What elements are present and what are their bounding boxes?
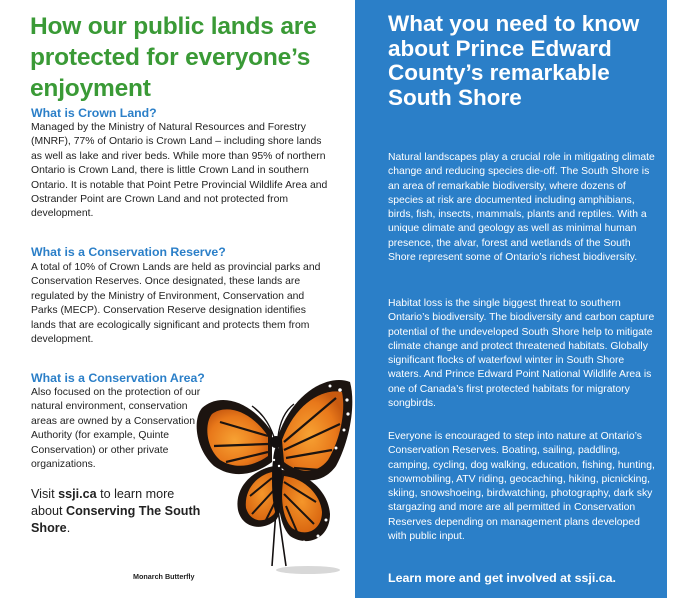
conservation-area-body: Also focused on the protection of our natural environment, conservation areas are owned by a Conservation Authority (for example, Quinte Conservation) or other private organizations. — [31, 387, 201, 471]
left-title: How our public lands are protected for everyone’s enjoyment — [30, 13, 317, 102]
visit-suffix: . — [66, 521, 71, 535]
biodiversity-paragraph: Natural landscapes play a crucial role in mitigating climate change and reducing species die-off. The South Shore is an area of remarkable biodiversity, where dozens of species at risk are documented including amphibians, birds, fish, insects, mammals, plants and reptiles. With a unique climate and geology as well as minimal human presence, the alvar, forest and wetlands of the South Shore represent some of Ontario’s richest biodiversity. — [388, 152, 655, 264]
right-title: What you need to know about Prince Edward County’s remarkable South Shore — [388, 11, 640, 110]
visit-prefix: Visit — [31, 487, 59, 501]
butterfly-caption: Monarch Butterfly — [133, 572, 195, 581]
visit-emphasis: Conserving The South Shore — [31, 504, 201, 535]
activities-paragraph: Everyone is encouraged to step into nature at Ontario’s Conservation Reserves. Boating, sailing, paddling, camping, cycling, dog walking, education, fishing, hunting, snowmobiling, ATV riding, geocaching, hiking, picnicking, skiing, snowshoeing, birdwatching, photography, dark sky stargazing and more are all permitted in Conservation Reserves depending on management plans developed with public input. — [388, 431, 655, 543]
front-forewing — [278, 380, 352, 480]
conservation-reserve-heading: What is a Conservation Reserve? — [31, 245, 226, 259]
back-forewing — [197, 400, 272, 474]
conservation-area-heading: What is a Conservation Area? — [31, 371, 205, 385]
shadow-shape — [276, 566, 340, 574]
front-hindwing — [278, 470, 330, 544]
visit-callout — [31, 486, 201, 537]
crown-land-heading: What is Crown Land? — [31, 106, 157, 120]
crown-land-body: Managed by the Ministry of Natural Resources and Forestry (MNRF), 77% of Ontario is Crown Land – including shore lands as well as lake and river beds. While more than 95% of northern Ontario is Crown Land, there is little Crown Land in southern Ontario. It is notable that Point Petre Provincial Wildlife Area and Ostrander Point are Crown Land and not protected from development. — [31, 122, 328, 220]
page-edge — [667, 0, 681, 598]
conservation-reserve-body: A total of 10% of Crown Lands are held as provincial parks and Conservation Reserves. Once designated, these lands are regulated by the Ministry of Environment, Conservation and Parks (MECP). Conservation Reserve designation identifies lands that are ecologically significant and protects them from development. — [31, 262, 321, 346]
visit-middle: to learn more about — [31, 487, 175, 518]
habitat-loss-paragraph: Habitat loss is the single biggest threat to southern Ontario’s biodiversity. The biodiversity and carbon capture potential of the undeveloped South Shore help to mitigate climate change and protect threatened habitats. Globally significant flocks of waterfowl winter in South Shore waters. And Prince Edward Point National Wildlife Area is one of Canada’s first protected habitats for migratory songbirds. — [388, 298, 655, 410]
monarch-butterfly-illustration — [190, 370, 355, 580]
visit-site-link[interactable]: ssji.ca — [58, 487, 97, 501]
learn-more-link[interactable]: Learn more and get involved at ssji.ca. — [388, 571, 616, 585]
